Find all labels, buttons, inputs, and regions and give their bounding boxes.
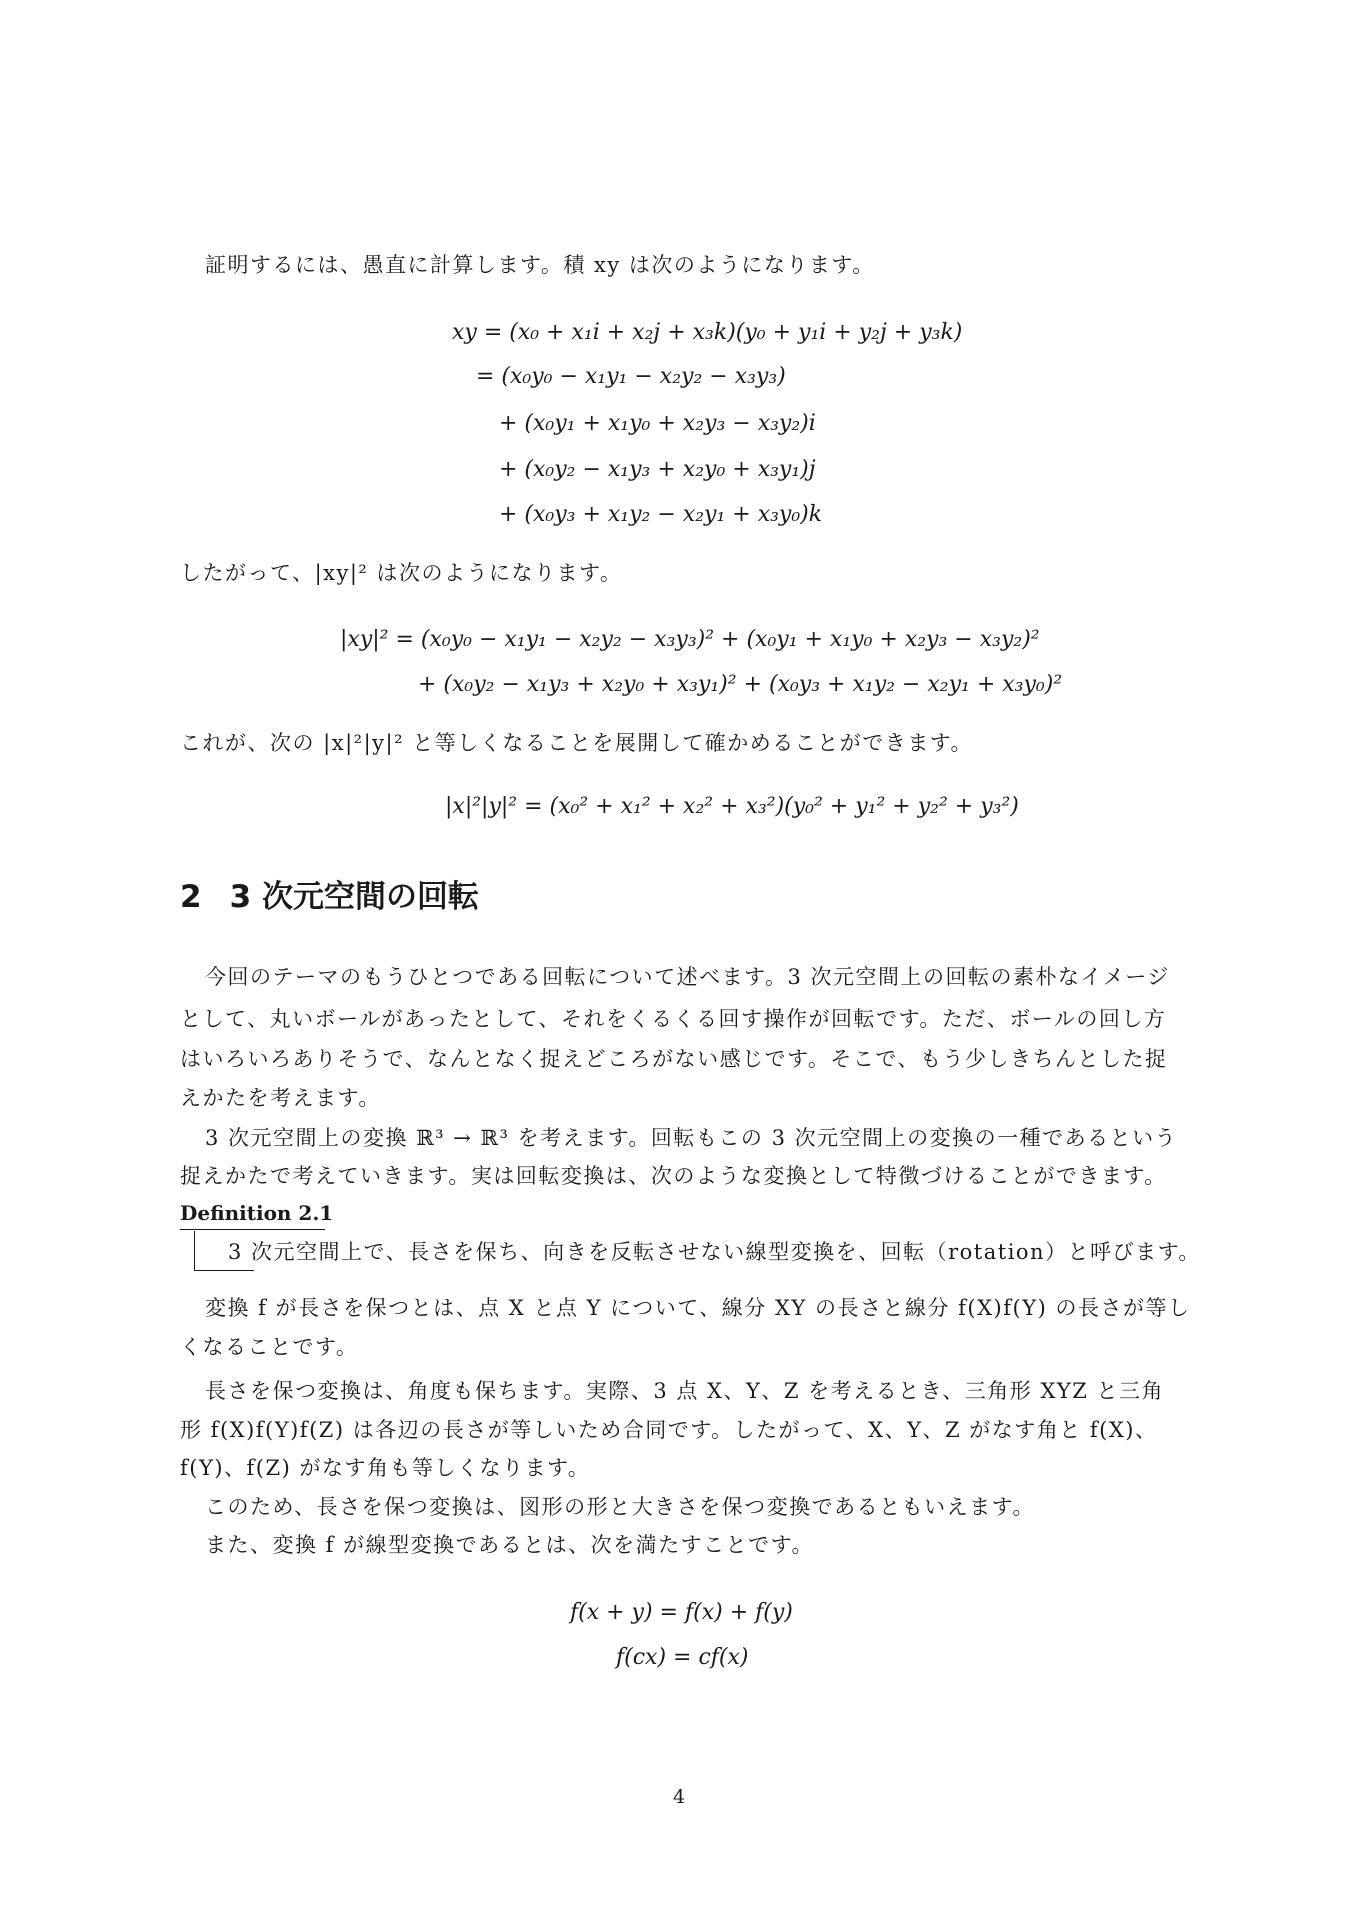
equation-norms: |x|²|y|² = (x₀² + x₁² + x₂² + x₃²)(y₀² + y₁² + y₂² + y₃²) (445, 794, 1019, 819)
section-number: 2 (180, 879, 202, 915)
equation-product-5: + (x₀y₃ + x₁y₂ − x₂y₁ + x₃y₀)k (499, 502, 823, 527)
expand-line: これが、次の |x|²|y|² と等しくなることを展開して確かめることができます。 (180, 731, 974, 755)
section-title: 3 次元空間の回転 (229, 879, 479, 915)
paragraph-line: 3 次元空間上の変換 ℝ³ → ℝ³ を考えます。回転もこの 3 次元空間上の変換の一種であるという (205, 1126, 1178, 1150)
paragraph-line: f(Y)、f(Z) がなす角も等しくなります。 (180, 1456, 591, 1480)
abs-xy-line: したがって、|xy|² は次のようになります。 (180, 561, 623, 585)
paragraph-line: えかたを考えます。 (180, 1086, 381, 1110)
equation-linear-homogeneity: f(cx) = cf(x) (616, 1645, 749, 1670)
paragraph-line: また、変換 f が線型変換であるとは、次を満たすことです。 (205, 1533, 814, 1557)
equation-abs-2: + (x₀y₂ − x₁y₃ + x₂y₀ + x₃y₁)² + (x₀y₃ + x₁y₂ − x₂y₁ + x₃y₀)² (418, 672, 1063, 697)
paragraph-line: 長さを保つ変換は、角度も保ちます。実際、3 点 X、Y、Z を考えるとき、三角形 XYZ と三角 (205, 1379, 1165, 1403)
intro-line: 証明するには、愚直に計算します。積 xy は次のようになります。 (205, 253, 875, 277)
equation-linear-additivity: f(x + y) = f(x) + f(y) (570, 1600, 793, 1625)
definition-bracket-horizontal (194, 1270, 254, 1271)
equation-product-2: = (x₀y₀ − x₁y₁ − x₂y₂ − x₃y₃) (476, 364, 786, 389)
paragraph-line: はいろいろありそうで、なんとなく捉えどころがない感じです。そこで、もう少しきちんとした捉 (180, 1047, 1168, 1071)
section-heading (180, 877, 479, 917)
definition-label: Definition 2.1 (180, 1201, 334, 1225)
definition-body: 3 次元空間上で、長さを保ち、向きを反転させない線型変換を、回転（rotation）と呼びます。 (228, 1240, 1201, 1264)
equation-product-3: + (x₀y₁ + x₁y₀ + x₂y₃ − x₃y₂)i (499, 411, 816, 436)
paragraph-line: 形 f(X)f(Y)f(Z) は各辺の長さが等しいため合同です。したがって、X、Y、Z がなす角と f(X)、 (180, 1418, 1158, 1442)
paragraph-line: として、丸いボールがあったとして、それをくるくる回す操作が回転です。ただ、ボールの回し方 (180, 1007, 1167, 1031)
equation-abs-1: |xy|² = (x₀y₀ − x₁y₁ − x₂y₂ − x₃y₃)² + (x₀y₁ + x₁y₀ + x₂y₃ − x₃y₂)² (340, 627, 1040, 652)
equation-product-4: + (x₀y₂ − x₁y₃ + x₂y₀ + x₃y₁)j (499, 457, 816, 482)
paragraph-line: 変換 f が長さを保つとは、点 X と点 Y について、線分 XY の長さと線分 f(X)f(Y) の長さが等し (205, 1296, 1191, 1320)
definition-underline (180, 1229, 325, 1230)
paragraph-line: 今回のテーマのもうひとつである回転について述べます。3 次元空間上の回転の素朴なイメージ (205, 965, 1170, 989)
paragraph-line: 捉えかたで考えていきます。実は回転変換は、次のような変換として特徴づけることができます。 (180, 1164, 1167, 1188)
page-number: 4 (672, 1786, 686, 1808)
equation-product-1: xy = (x₀ + x₁i + x₂j + x₃k)(y₀ + y₁i + y₂j + y₃k) (452, 320, 963, 345)
paragraph-line: くなることです。 (180, 1335, 359, 1359)
definition-bracket-vertical (194, 1231, 195, 1271)
paragraph-line: このため、長さを保つ変換は、図形の形と大きさを保つ変換であるともいえます。 (205, 1495, 1035, 1519)
